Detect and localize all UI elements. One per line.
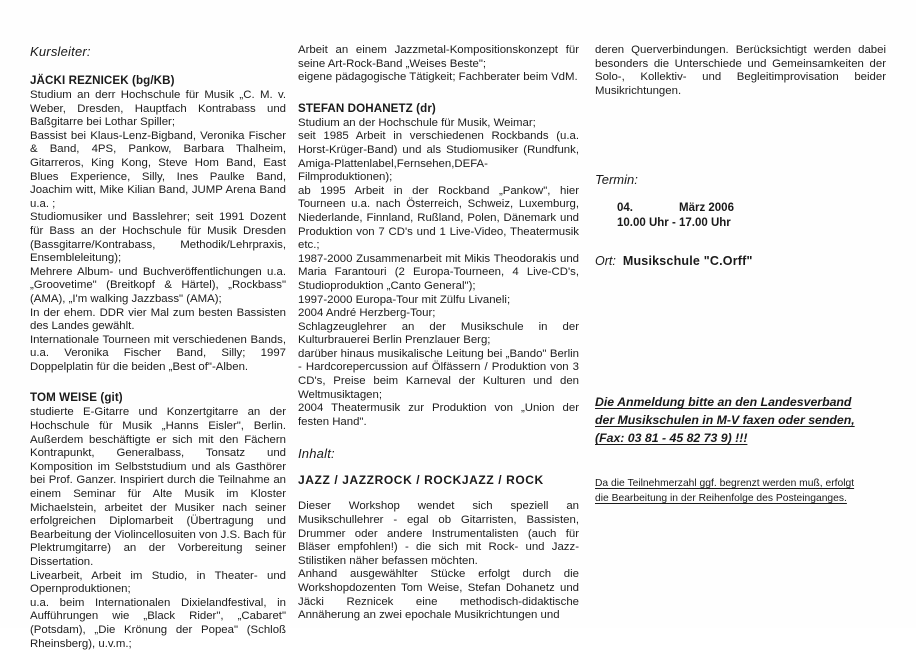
column-middle — [298, 44, 595, 651]
ort-label: Ort: — [595, 254, 616, 269]
instructor-bio-paragraph: u.a. beim Internationalen Dixielandfestival, in Aufführungen wie „Black Rider", „Cabaret" (Potsdam), „Die Krönung der Popea" (Schloß Rheinsberg), u.v.m.; — [30, 596, 286, 650]
anmeldung-line: (Fax: 03 81 - 45 82 73 9) !!! — [595, 431, 748, 446]
termin-time: 10.00 Uhr - 17.00 Uhr — [617, 217, 731, 230]
spacer — [30, 374, 286, 391]
continuation-paragraph: Arbeit an einem Jazzmetal-Kompositionskonzept für seine Art-Rock-Band „Weises Beste"; — [298, 44, 579, 70]
instructor-bio-paragraph: Livearbeit, Arbeit im Studio, in Theater- und Opernproduktionen; — [30, 569, 286, 596]
instructor-bio-paragraph: Mehrere Album- und Buchveröffentlichungen u.a. „Groovetime" (Breitkopf & Härtel), „Rockbass" (AMA), „I'm walking Jazzbass" (AMA); — [30, 265, 286, 305]
inhalt-paragraph: Dieser Workshop wendet sich speziell an Musikschullehrer - egal ob Gitarristen, Bassisten, Drummer oder andere Instrumentalisten (auch für Bläser empfohlen!) - die sich mit Rock- und Jazz-Stilistiken näher befassen möchten. — [298, 500, 579, 567]
spacer — [595, 269, 886, 343]
kursleiter-heading: Kursleiter: — [30, 44, 91, 59]
instructor-bio-paragraph: Internationale Tourneen mit verschiedenen Bands, u.a. Veronika Fischer Band, Silly; 1997 Doppelplatin für die beiden „Best of"-Alben. — [30, 333, 286, 373]
instructor-bio-paragraph: ab 1995 Arbeit in der Rockband „Pankow", hier Tourneen u.a. nach Österreich, Schweiz, Luxemburg, Niederlande, Finnland, Rußland, Polen, Dänemark und Produktion von 7 CD's und 1 Live-Video, Theatermusik etc.; — [298, 184, 579, 252]
instructor-bio-paragraph: Schlagzeuglehrer an der Musikschule in der Kulturbrauerei Berlin Prenzlauer Berg; — [298, 320, 579, 347]
inhalt-paragraph: Anhand ausgewählter Stücke erfolgt durch die Workshopdozenten Tom Weise, Stefan Dohanetz und Jäcki Reznicek eine methodisch-didaktische Annäherung an zwei epochale Musikrichtungen und — [298, 568, 579, 622]
continuation-paragraph: eigene pädagogische Tätigkeit; Fachberater beim VdM. — [298, 71, 578, 84]
spacer — [595, 464, 886, 476]
instructor-bio-paragraph: Studiomusiker und Basslehrer; seit 1991 Dozent für Bass an der Hochschule für Musik Dresden (Bassgitarre/Kontrabass, Methodik/Lehrpraxis, Ensembleleitung); — [30, 211, 286, 265]
ort-row — [595, 253, 886, 269]
column-left — [0, 44, 298, 651]
anmeldung-line: der Musikschulen in M-V faxen oder senden, — [595, 413, 855, 428]
spacer — [298, 488, 579, 500]
hinweis-notice — [595, 476, 886, 506]
anmeldung-line: Die Anmeldung bitte an den Landesverband — [595, 395, 852, 410]
instructor-bio-paragraph: In der ehem. DDR vier Mal zum besten Bassisten des Landes gewählt. — [30, 306, 286, 333]
instructor-bio-paragraph: Bassist bei Klaus-Lenz-Bigband, Veronika Fischer & Band, 4PS, Pankow, Barbara Thalheim, Gitarreros, King Kong, Steve Hom Band, East Blues Experience, Silly, Ines Paulke Band, Joachim witt, Mike Kilian Band, JUMP Arena Band u.a. ; — [30, 129, 286, 210]
termin-label: Termin: — [595, 172, 638, 188]
genre-title: JAZZ / JAZZROCK / ROCKJAZZ / ROCK — [298, 473, 544, 488]
instructor-name-weise: TOM WEISE (git) — [30, 391, 123, 405]
ort-value: Musikschule "C.Orff" — [622, 254, 753, 269]
instructor-bio-paragraph: 1997-2000 Europa-Tour mit Zülfu Livaneli; — [298, 293, 511, 306]
column-right — [595, 44, 916, 651]
termin-date — [617, 201, 886, 216]
instructor-name-dohanetz: STEFAN DOHANETZ (dr) — [298, 101, 436, 115]
instructor-bio-paragraph: 2004 André Herzberg-Tour; — [298, 307, 436, 320]
anmeldung-notice — [595, 393, 886, 447]
spacer — [595, 447, 886, 464]
instructor-bio-paragraph: 2004 Theatermusik zur Produktion von „Union der festen Hand". — [298, 402, 579, 428]
hinweis-line: die Bearbeitung in der Reihenfolge des Posteinganges. — [595, 493, 847, 505]
instructor-bio-paragraph: darüber hinaus musikalische Leitung bei „Bando" Berlin - Hardcorepercussion auf Ölfässern / Produktion von 3 CD's, Preise beim Karneval der Kulturen und den Weltmusiktagen; — [298, 347, 579, 401]
instructor-name-reznicek: JÄCKI REZNICEK (bg/KB) — [30, 74, 175, 87]
spacer — [298, 429, 579, 446]
instructor-bio-paragraph: seit 1985 Arbeit in verschiedenen Rockbands (u.a. Horst-Krüger-Band) und als Studiomusiker (Rundfunk, Amiga-Plattenlabel,Fernsehen,DEFA-Filmproduktionen); — [298, 130, 579, 184]
continuation-paragraph: deren Querverbindungen. Berücksichtigt werden dabei besonders die Unterschiede und Gemeinsamkeiten der Solo-, Kollektiv- und Begleitimprovisation beider Musikrichtungen. — [595, 44, 886, 97]
termin-day: 04. — [617, 202, 633, 215]
instructor-bio-paragraph: studierte E-Gitarre und Konzertgitarre an der Hochschule für Musik „Hanns Eisler", Berlin. Außerdem beschäftigte er sich mit den Fächern Kontrapunkt, Generalbass, Tonsatz und Komposition im Selbststudium und als Gasthörer bei Prof. Ganzer. Inspiriert durch die Teilnahme an einem Seminar für Alte Musik im Kloster Michaelstein, arbeitet der Musiker nach seiner erfolgreichen Diplomarbeit (Übertragung und Bearbeitung der Violincellosuiten von J.S. Bach für Plektrumgitarre) an der Vorbereitung seiner Dissertation. — [30, 406, 286, 568]
instructor-bio-paragraph: Studium an der Hochschule für Musik, Weimar; — [298, 116, 536, 129]
inhalt-heading: Inhalt: — [298, 446, 335, 462]
hinweis-line: Da die Teilnehmerzahl ggf. begrenzt werden muß, erfolgt — [595, 478, 855, 490]
three-column-layout — [0, 44, 916, 651]
spacer — [595, 343, 886, 393]
spacer — [298, 85, 579, 102]
instructor-bio-paragraph: Studium an derr Hochschule für Musik „C. M. v. Weber, Dresden, Hauptfach Kontrabass und Baßgitarre bei Lothar Spiller; — [30, 89, 286, 129]
instructor-bio-paragraph: 1987-2000 Zusammenarbeit mit Mikis Theodorakis und Maria Farantouri (2 Europa-Tourneen, 4 Live-CD's, Studioproduktion „Canto General"); — [298, 252, 579, 292]
spacer — [595, 98, 886, 172]
termin-month-year: März 2006 — [679, 202, 734, 215]
